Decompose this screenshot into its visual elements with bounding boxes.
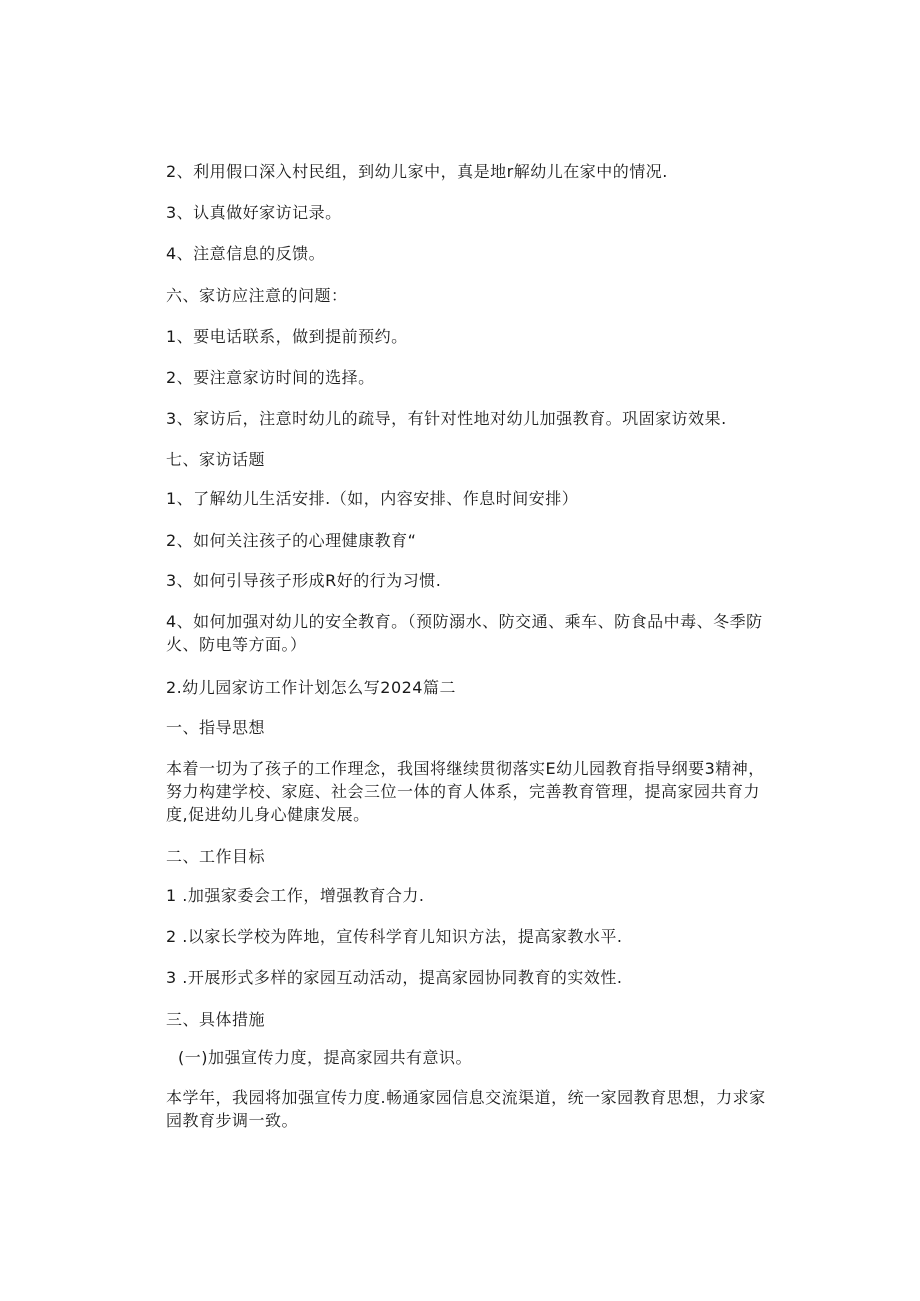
section-heading: 七、家访话题 (166, 450, 266, 469)
article-title: 2.幼儿园家访工作计划怎么写2024篇二 (166, 678, 456, 697)
section-heading: 六、家访应注意的问题： (166, 286, 348, 305)
section-heading: 二、工作目标 (166, 847, 266, 866)
list-item: 3、家访后，注意时幼儿的疏导，有针对性地对幼儿加强教育。巩固家访效果. (166, 409, 727, 428)
list-item: 3、如何引导孩子形成R好的行为习惯. (166, 571, 442, 590)
section-heading: 一、指导思想 (166, 718, 266, 737)
list-item: 2、如何关注孩子的心理健康教育“ (166, 531, 417, 550)
list-item: 2、利用假口深入村民组，到幼儿家中，真是地r解幼儿在家中的情况. (166, 162, 668, 181)
list-item: 3、认真做好家访记录。 (166, 203, 342, 222)
list-item: 2、要注意家访时间的选择。 (166, 368, 375, 387)
subsection-heading: (一)加强宣传力度，提高家园共有意识。 (178, 1048, 472, 1067)
list-item: 1、要电话联系，做到提前预约。 (166, 327, 408, 346)
paragraph: 本学年，我园将加强宣传力度.畅通家园信息交流渠道，统一家园教育思想，力求家园教育步调一致。 (166, 1088, 766, 1130)
section-heading: 三、具体措施 (166, 1010, 266, 1029)
list-item: 1 .加强家委会工作，增强教育合力. (166, 886, 425, 905)
list-item: 1、了解幼儿生活安排.（如，内容安排、作息时间安排） (166, 489, 579, 508)
list-item: 4、注意信息的反馈。 (166, 244, 326, 263)
list-item: 3 .开展形式多样的家园互动活动，提高家园协同教育的实效性. (166, 968, 623, 987)
paragraph: 本着一切为了孩子的工作理念，我国将继续贯彻落实E幼儿园教育指导纲要3精神，努力构建学校、家庭、社会三位一体的育人体系，完善教育管理，提高家园共育力度,促进幼儿身心健康发展。 (166, 759, 765, 824)
list-item: 2 .以家长学校为阵地，宣传科学育儿知识方法，提高家教水平. (166, 927, 623, 946)
list-item: 4、如何加强对幼儿的安全教育。（预防溺水、防交通、乘车、防食品中毒、冬季防火、防电等方面。） (166, 612, 763, 654)
